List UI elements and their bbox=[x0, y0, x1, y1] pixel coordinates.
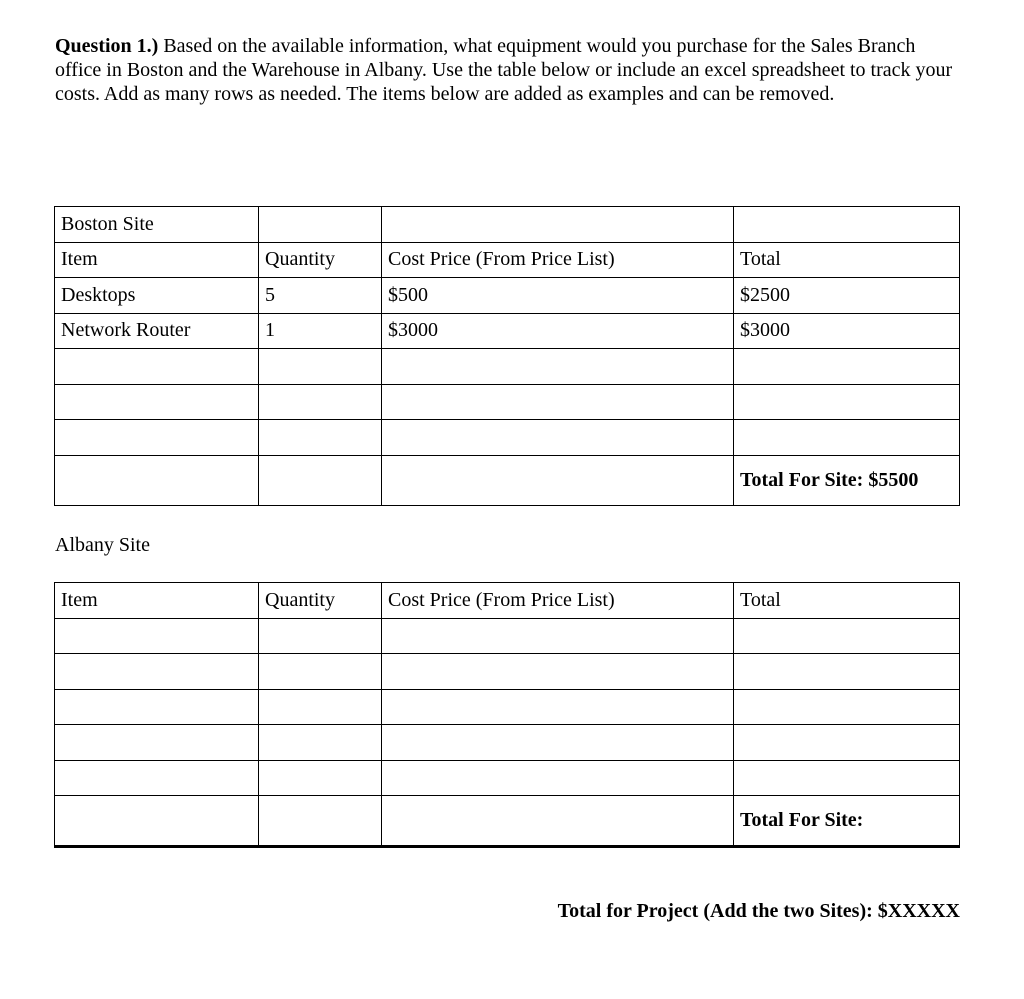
cost-price-cell[interactable]: $3000 bbox=[382, 313, 734, 349]
cost-price-cell[interactable] bbox=[382, 618, 734, 654]
boston-site-total: Total For Site: $5500 bbox=[734, 455, 960, 505]
albany-total-row bbox=[55, 796, 960, 847]
total-cell[interactable] bbox=[734, 618, 960, 654]
cost-price-cell[interactable] bbox=[382, 384, 734, 420]
quantity-cell[interactable] bbox=[259, 725, 382, 761]
item-cell[interactable] bbox=[55, 384, 259, 420]
table-row bbox=[55, 760, 960, 796]
boston-cost-table bbox=[54, 206, 960, 506]
quantity-cell[interactable] bbox=[259, 420, 382, 456]
table-row bbox=[55, 384, 960, 420]
total-cell[interactable] bbox=[734, 689, 960, 725]
table-cell[interactable] bbox=[55, 796, 259, 847]
boston-header-row bbox=[55, 242, 960, 278]
cost-price-cell[interactable] bbox=[382, 349, 734, 385]
question-text: Based on the available information, what equipment would you purchase for the Sales Branch office in Boston and the Warehouse in Albany. Use the table below or include an excel spreadsheet to track your costs. Add as many rows as needed. The items below are added as examples and can be removed. bbox=[55, 35, 953, 105]
item-cell[interactable]: Network Router bbox=[55, 313, 259, 349]
quantity-cell[interactable] bbox=[259, 618, 382, 654]
item-cell[interactable] bbox=[55, 420, 259, 456]
total-cell[interactable]: $3000 bbox=[734, 313, 960, 349]
question-paragraph bbox=[55, 34, 955, 106]
quantity-cell[interactable] bbox=[259, 384, 382, 420]
albany-site-total: Total For Site: bbox=[734, 796, 960, 847]
table-cell[interactable] bbox=[55, 455, 259, 505]
header-item: Item bbox=[55, 242, 259, 278]
item-cell[interactable] bbox=[55, 760, 259, 796]
item-cell[interactable] bbox=[55, 725, 259, 761]
header-cost-price: Cost Price (From Price List) bbox=[382, 583, 734, 619]
table-cell[interactable] bbox=[382, 207, 734, 243]
table-cell[interactable] bbox=[382, 796, 734, 847]
table-cell[interactable] bbox=[734, 207, 960, 243]
question-label: Question 1.) bbox=[55, 35, 159, 57]
total-cell[interactable] bbox=[734, 384, 960, 420]
table-row bbox=[55, 278, 960, 314]
cost-price-cell[interactable] bbox=[382, 654, 734, 690]
cost-price-cell[interactable] bbox=[382, 689, 734, 725]
header-quantity: Quantity bbox=[259, 242, 382, 278]
quantity-cell[interactable]: 1 bbox=[259, 313, 382, 349]
boston-title-row bbox=[55, 207, 960, 243]
cost-price-cell[interactable] bbox=[382, 420, 734, 456]
header-cost-price: Cost Price (From Price List) bbox=[382, 242, 734, 278]
albany-site-label: Albany Site bbox=[55, 534, 150, 556]
item-cell[interactable] bbox=[55, 349, 259, 385]
project-total: Total for Project (Add the two Sites): $XXXXX bbox=[557, 900, 960, 922]
header-total: Total bbox=[734, 242, 960, 278]
boston-total-row bbox=[55, 455, 960, 505]
total-cell[interactable] bbox=[734, 654, 960, 690]
table-cell[interactable] bbox=[259, 455, 382, 505]
table-row bbox=[55, 349, 960, 385]
quantity-cell[interactable]: 5 bbox=[259, 278, 382, 314]
table-row bbox=[55, 313, 960, 349]
item-cell[interactable] bbox=[55, 618, 259, 654]
total-cell[interactable] bbox=[734, 725, 960, 761]
table-cell[interactable] bbox=[259, 796, 382, 847]
quantity-cell[interactable] bbox=[259, 760, 382, 796]
table-row bbox=[55, 725, 960, 761]
quantity-cell[interactable] bbox=[259, 349, 382, 385]
table-row bbox=[55, 618, 960, 654]
table-row bbox=[55, 654, 960, 690]
cost-price-cell[interactable] bbox=[382, 760, 734, 796]
item-cell[interactable]: Desktops bbox=[55, 278, 259, 314]
total-cell[interactable] bbox=[734, 349, 960, 385]
table-cell[interactable] bbox=[382, 455, 734, 505]
total-cell[interactable]: $2500 bbox=[734, 278, 960, 314]
quantity-cell[interactable] bbox=[259, 654, 382, 690]
table-row bbox=[55, 689, 960, 725]
albany-cost-table bbox=[54, 582, 960, 848]
table-row bbox=[55, 420, 960, 456]
total-cell[interactable] bbox=[734, 760, 960, 796]
total-cell[interactable] bbox=[734, 420, 960, 456]
item-cell[interactable] bbox=[55, 689, 259, 725]
boston-site-label: Boston Site bbox=[55, 207, 259, 243]
header-total: Total bbox=[734, 583, 960, 619]
cost-price-cell[interactable] bbox=[382, 725, 734, 761]
cost-price-cell[interactable]: $500 bbox=[382, 278, 734, 314]
header-item: Item bbox=[55, 583, 259, 619]
table-cell[interactable] bbox=[259, 207, 382, 243]
quantity-cell[interactable] bbox=[259, 689, 382, 725]
albany-header-row bbox=[55, 583, 960, 619]
item-cell[interactable] bbox=[55, 654, 259, 690]
header-quantity: Quantity bbox=[259, 583, 382, 619]
